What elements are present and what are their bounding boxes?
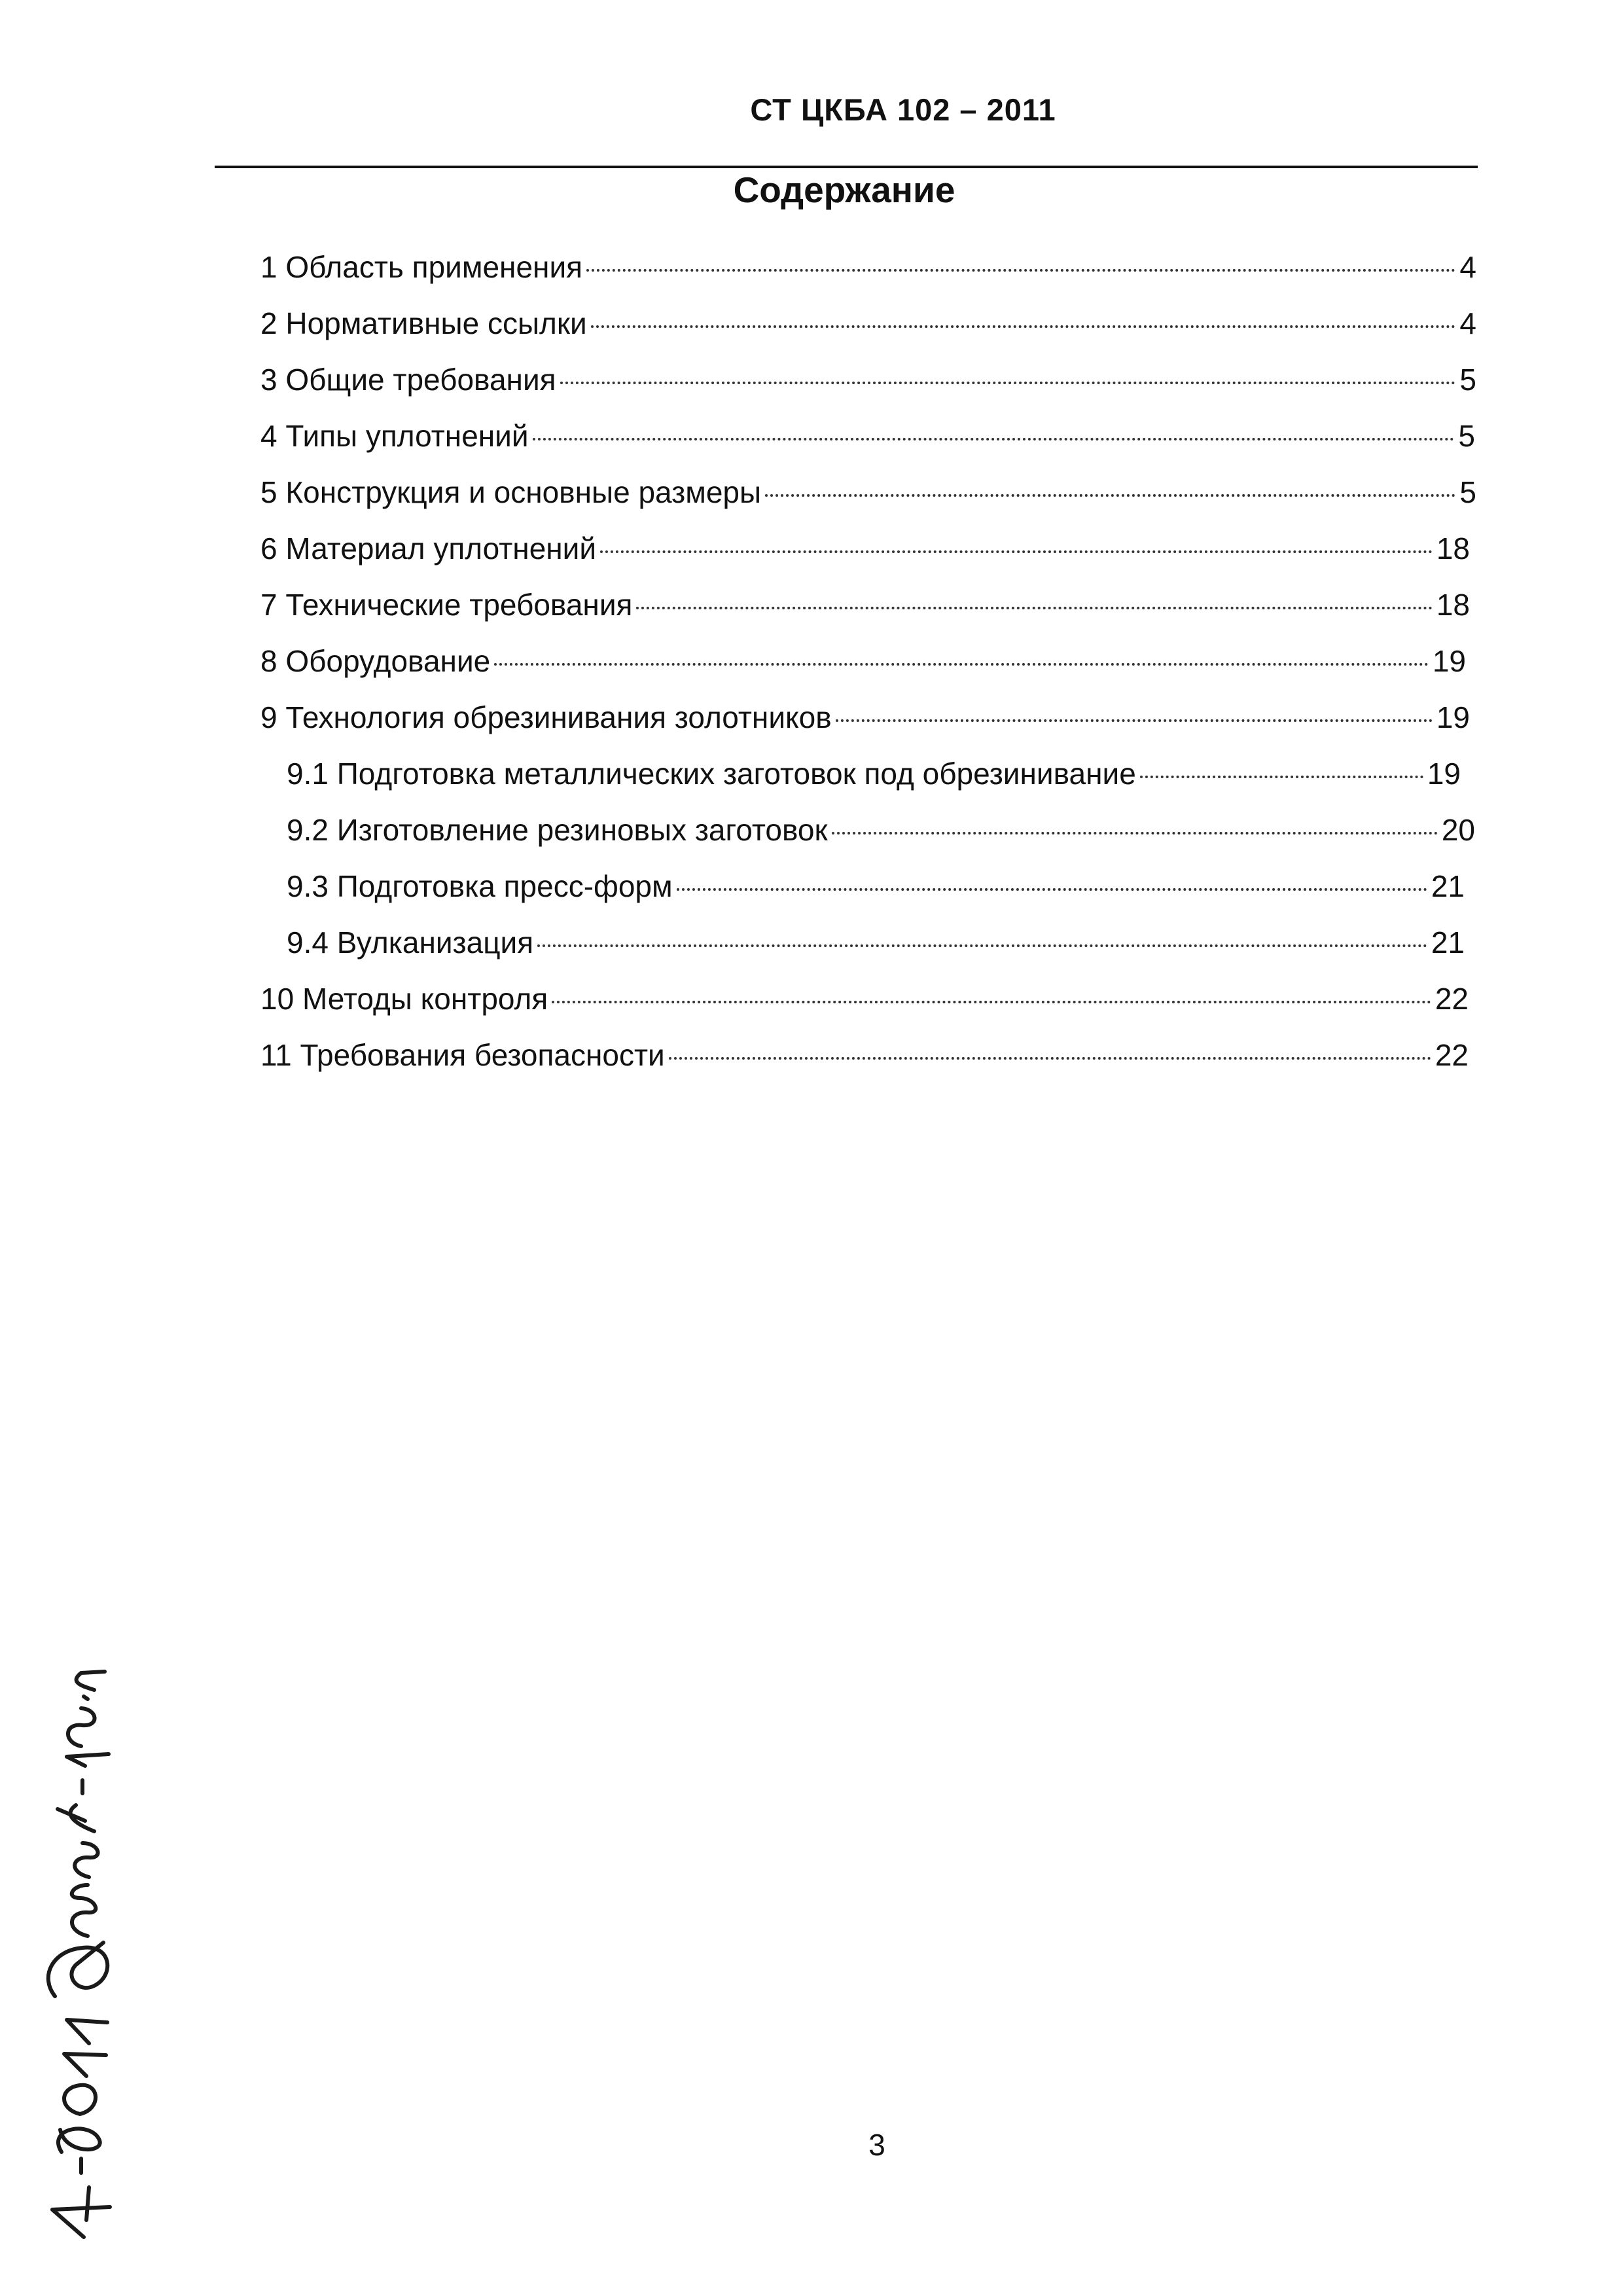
toc-entry[interactable]: [260, 529, 1470, 568]
toc-dot-leader: [677, 888, 1427, 891]
toc-entry-page: 21: [1431, 869, 1465, 903]
header-rule: [215, 166, 1478, 168]
toc-entry-title: 1 Область применения: [260, 250, 583, 284]
page-number: 3: [868, 2128, 885, 2162]
toc-entry-page: 4: [1459, 306, 1476, 340]
toc-dot-leader: [636, 607, 1432, 609]
toc-title: Содержание: [733, 170, 955, 210]
toc-dot-leader: [600, 550, 1433, 553]
toc-entry-page: 18: [1436, 531, 1470, 565]
toc-entry-title: 8 Оборудование: [260, 644, 491, 678]
toc-entry-page: 19: [1432, 644, 1466, 678]
toc-entry[interactable]: [260, 360, 1476, 399]
toc-entry[interactable]: [260, 641, 1466, 681]
toc-entry[interactable]: [287, 923, 1465, 962]
toc-entry-title: 9.4 Вулканизация: [287, 925, 534, 960]
toc-entry[interactable]: [260, 979, 1469, 1018]
toc-dot-leader: [591, 325, 1456, 328]
toc-entry-title: 9.3 Подготовка пресс-форм: [287, 869, 673, 903]
toc-entry-title: 3 Общие требования: [260, 363, 556, 397]
toc-dot-leader: [533, 438, 1455, 440]
toc-dot-leader: [494, 663, 1429, 666]
toc-entry-title: 7 Технические требования: [260, 588, 633, 622]
toc-entry-title: 11 Требования безопасности: [260, 1038, 665, 1072]
toc-entry-page: 5: [1459, 363, 1476, 397]
toc-entry-title: 9.1 Подготовка металлических заготовок под обрезинивание: [287, 757, 1136, 791]
toc-entry[interactable]: [287, 867, 1465, 906]
toc-entry-page: 5: [1459, 475, 1476, 509]
toc-entry[interactable]: [260, 585, 1470, 624]
toc-entry-title: 5 Конструкция и основные размеры: [260, 475, 762, 509]
toc-dot-leader: [560, 382, 1456, 384]
toc-entry-page: 22: [1435, 1038, 1469, 1072]
toc-entry[interactable]: [260, 304, 1476, 343]
toc-dot-leader: [586, 269, 1455, 272]
toc-dot-leader: [537, 944, 1427, 947]
toc-entry-page: 19: [1436, 700, 1470, 734]
toc-entry[interactable]: [287, 810, 1475, 850]
toc-dot-leader: [832, 832, 1438, 834]
toc-entry-page: 19: [1427, 757, 1461, 791]
toc-entry-page: 5: [1458, 419, 1475, 453]
toc-entry[interactable]: [260, 247, 1476, 287]
toc-entry[interactable]: [287, 754, 1461, 793]
toc-entry-title: 6 Материал уплотнений: [260, 531, 597, 565]
toc-dot-leader: [836, 719, 1433, 722]
toc-entry[interactable]: [260, 416, 1475, 456]
toc-entry-page: 20: [1441, 813, 1475, 847]
toc-dot-leader: [765, 494, 1455, 497]
toc-entry-page: 21: [1431, 925, 1465, 960]
toc-entry[interactable]: [260, 473, 1476, 512]
toc-entry-page: 22: [1435, 982, 1469, 1016]
toc-dot-leader: [1140, 776, 1423, 778]
toc-entry[interactable]: [260, 698, 1470, 737]
toc-entry-title: 10 Методы контроля: [260, 982, 548, 1016]
toc-dot-leader: [552, 1001, 1431, 1003]
handwritten-margin-note: [26, 1669, 131, 2245]
toc-entry-title: 9.2 Изготовление резиновых заготовок: [287, 813, 828, 847]
toc-entry-title: 9 Технология обрезинивания золотников: [260, 700, 832, 734]
toc-entry-title: 4 Типы уплотнений: [260, 419, 529, 453]
toc-entry-title: 2 Нормативные ссылки: [260, 306, 587, 340]
document-code: СТ ЦКБА 102 – 2011: [750, 92, 1056, 127]
toc-entry-page: 18: [1436, 588, 1470, 622]
toc-entry[interactable]: [260, 1035, 1469, 1075]
toc-dot-leader: [669, 1057, 1431, 1060]
toc-entry-page: 4: [1459, 250, 1476, 284]
